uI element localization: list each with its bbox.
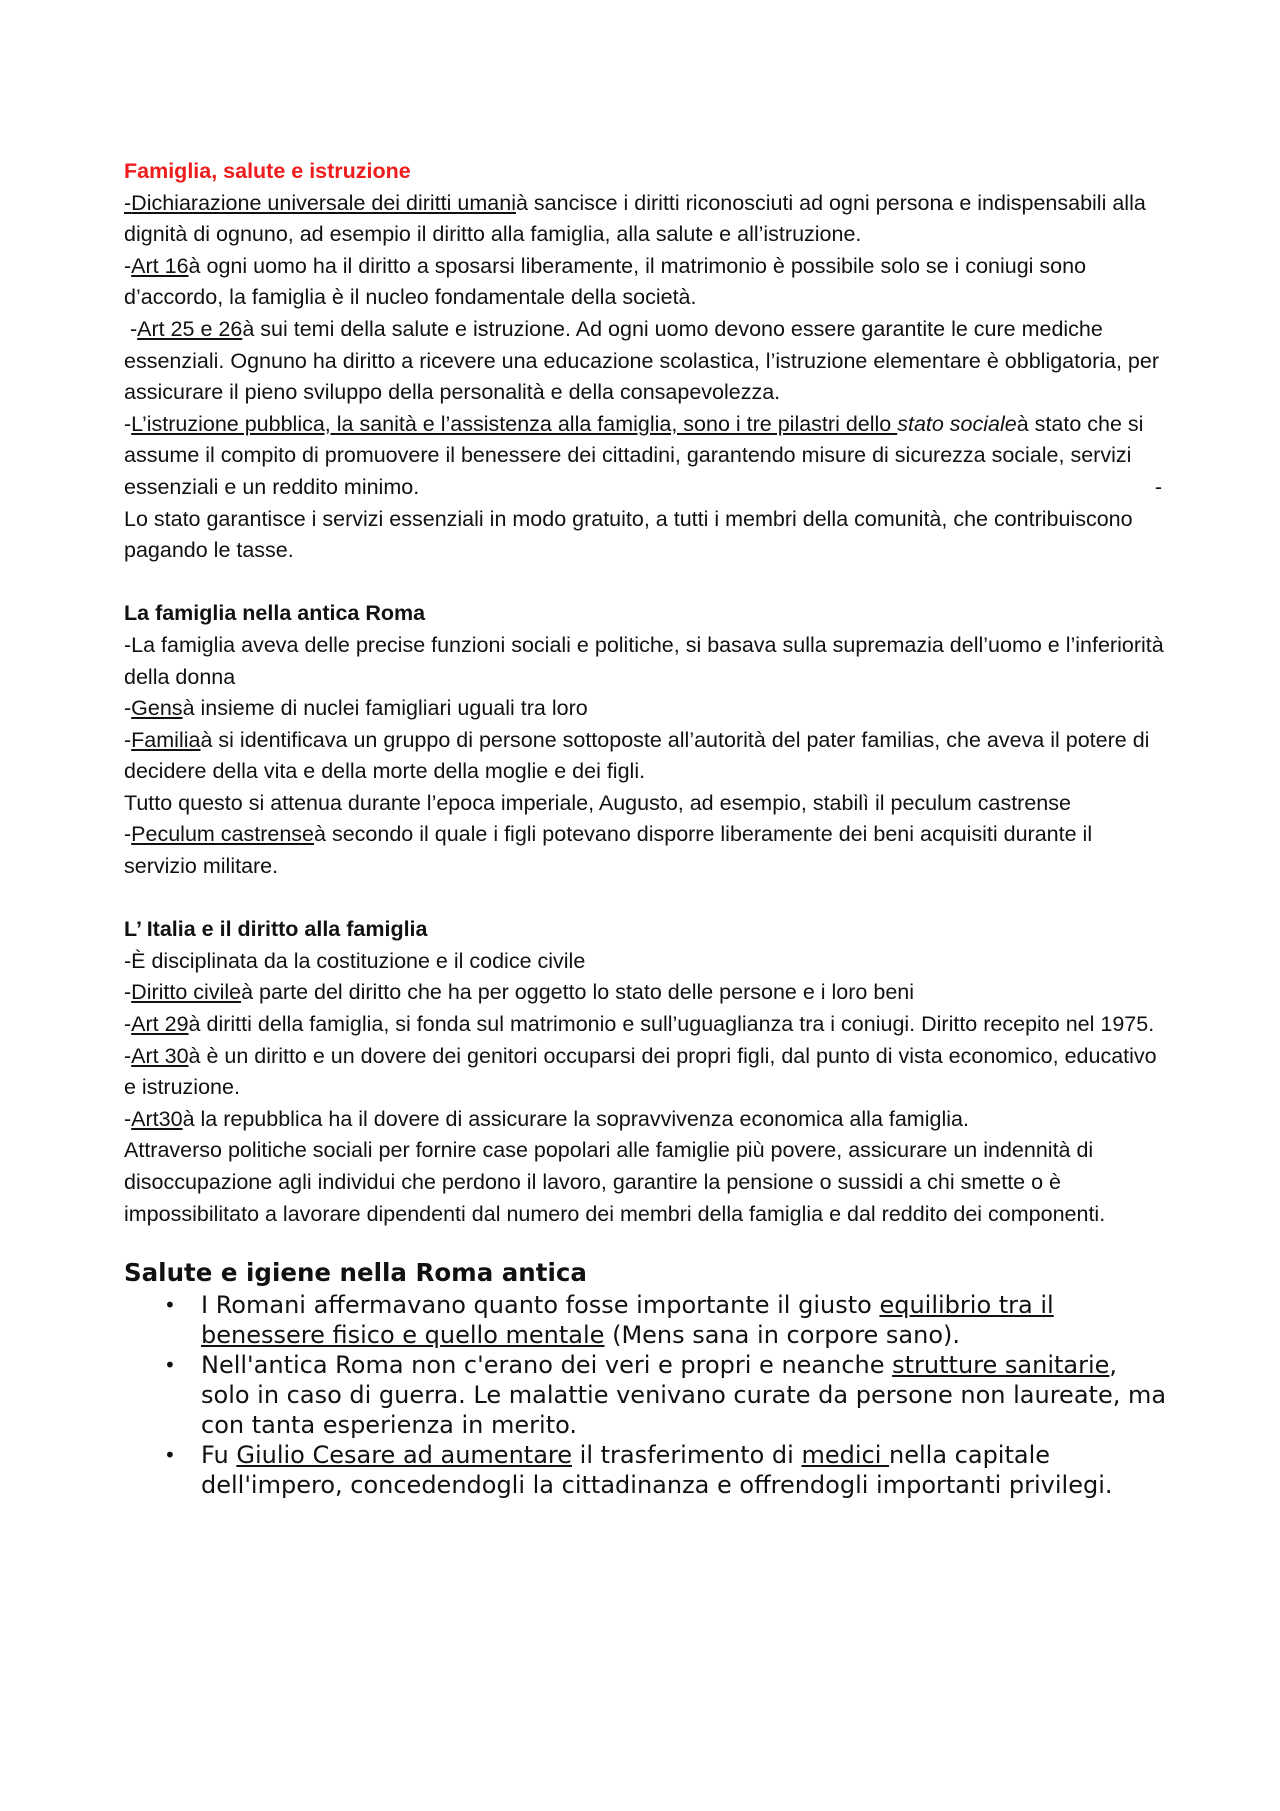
term-diritto-civile: Diritto civile <box>131 980 242 1005</box>
heading-famiglia-antica-roma: La famiglia nella antica Roma <box>124 601 426 626</box>
paragraph-art16: -Art 16à ogni uomo ha il diritto a sposarsi liberamente, il matrimonio è possibile solo se i coniugi sono d’accordo, la famiglia è il nucleo fondamentale della società. <box>124 253 1087 310</box>
heading-italia-diritto-famiglia: L’ Italia e il diritto alla famiglia <box>124 917 428 942</box>
paragraph-dichiarazione: -Dichiarazione universale dei diritti umanià sancisce i diritti riconosciuti ad ogni persona e indispensabili alla dignità di ognuno, ad esempio il diritto alla famiglia, alla salute e all’istruzione. <box>124 190 1146 247</box>
paragraph-art30-genitori: -Art 30à è un diritto e un dovere dei genitori occuparsi dei propri figli, dal punto di vista economico, educativo e istruzione. <box>124 1043 1157 1100</box>
arrow-glyph: à <box>188 1043 201 1068</box>
paragraph-gens: -Gensà insieme di nuclei famigliari uguali tra loro <box>124 696 588 721</box>
term-art29: Art 29 <box>131 1012 189 1037</box>
paragraph-diritto-civile: -Diritto civileà parte del diritto che ha per oggetto lo stato delle persone e i loro beni <box>124 980 915 1005</box>
heading-salute-igiene-roma: Salute e igiene nella Roma antica <box>124 1258 587 1288</box>
bullet-list <box>124 1290 1170 1500</box>
term-tre-pilastri: L’istruzione pubblica, la sanità e l’assistenza alla famiglia, sono i tre pilastri dello <box>131 411 898 436</box>
underlined-term: strutture sanitarie <box>892 1351 1110 1380</box>
paragraph-augusto: Tutto questo si attenua durante l’epoca imperiale, Augusto, ad esempio, stabilì il peculum castrense <box>124 790 1071 815</box>
paragraph-politiche-sociali: Attraverso politiche sociali per fornire case popolari alle famiglie più povere, assicurare un indennità di disoccupazione agli individui che perdono il lavoro, garantire la pensione o sussidi a chi smette o è impossibilitato a lavorare dipendenti dal numero dei membri della famiglia e dal reddito dei componenti. <box>124 1138 1106 1226</box>
term-art25-26: Art 25 e 26 <box>137 316 243 341</box>
arrow-glyph: à <box>182 696 195 721</box>
arrow-glyph: à <box>200 727 213 752</box>
underlined-term: Giulio Cesare ad aumentare <box>236 1441 573 1470</box>
bullet-icon: • <box>164 1293 176 1318</box>
term-art16: Art 16 <box>131 253 189 278</box>
bullet-icon: • <box>164 1353 176 1378</box>
paragraph-disciplinata: -È disciplinata da la costituzione e il codice civile <box>124 948 586 973</box>
arrow-glyph: à <box>1016 411 1029 436</box>
arrow-glyph: à <box>182 1106 195 1131</box>
paragraph-art30-repubblica: -Art30à la repubblica ha il dovere di assicurare la sopravvivenza economica alla famiglia. <box>124 1106 969 1131</box>
term-art30: Art 30 <box>131 1043 189 1068</box>
term-stato-sociale: stato sociale <box>897 411 1017 436</box>
arrow-glyph: à <box>242 316 255 341</box>
paragraph-servizi-essenziali: Lo stato garantisce i servizi essenziali in modo gratuito, a tutti i membri della comunità, che contribuiscono pagando le tasse. <box>124 506 1133 563</box>
section-salute-igiene <box>124 1258 1170 1500</box>
underlined-term: equilibrio tra il benessere fisico e quello mentale <box>201 1291 1054 1350</box>
term-dichiarazione: -Dichiarazione universale dei diritti umani <box>124 190 516 215</box>
arrow-glyph: à <box>188 253 201 278</box>
paragraph-art25-26: -Art 25 e 26à sui temi della salute e istruzione. Ad ogni uomo devono essere garantite le cure mediche essenziali. Ognuno ha diritto a ricevere una educazione scolastica, l’istruzione elementare è obbligatoria, per assicurare il pieno sviluppo della personalità e della consapevolezza. <box>124 316 1159 405</box>
arrow-glyph: à <box>188 1012 201 1037</box>
underlined-term: medici <box>801 1441 890 1470</box>
arrow-glyph: à <box>314 822 326 847</box>
term-art30-b: Art30 <box>131 1106 183 1131</box>
document-page <box>124 156 1170 1500</box>
arrow-glyph: à <box>241 980 254 1005</box>
list-item: • I Romani affermavano quanto fosse importante il giusto equilibrio tra il benessere fisico e quello mentale (Mens sana in corpore sano). <box>164 1291 1054 1350</box>
paragraph-funzioni-sociali: -La famiglia aveva delle precise funzioni sociali e politiche, si basava sulla supremazia dell’uomo e l’inferiorità della donna <box>124 632 1164 689</box>
paragraph-familia: -Familiaà si identificava un gruppo di persone sottoposte all’autorità del pater familias, che aveva il potere di decidere della vita e della morte della moglie e dei figli. <box>124 727 1150 784</box>
term-familia: Familia <box>131 727 201 752</box>
trailing-dash: - <box>1154 474 1162 499</box>
bullet-icon: • <box>164 1443 176 1468</box>
list-item: • Nell'antica Roma non c'erano dei veri e propri e neanche strutture sanitarie, solo in caso di guerra. Le malattie venivano curate da persone non laureate, ma con tanta esperienza in merito. <box>164 1351 1167 1440</box>
paragraph-peculum-castrense: -Peculum castrenseà secondo il quale i figli potevano disporre liberamente dei beni acquisiti durante il servizio militare. <box>124 822 1093 879</box>
list-item: • Fu Giulio Cesare ad aumentare il trasferimento di medici nella capitale dell'impero, concedendogli la cittadinanza e offrendogli importanti privilegi. <box>164 1441 1113 1500</box>
paragraph-stato-sociale: -L’istruzione pubblica, la sanità e l’assistenza alla famiglia, sono i tre pilastri dello stato socialeà stato che si assume il compito di promuovere il benessere dei cittadini, garantendo misure di sicurezza sociale, servizi essenziali e un reddito minimo. - <box>124 409 1170 504</box>
heading-famiglia-salute-istruzione: Famiglia, salute e istruzione <box>124 159 411 183</box>
term-peculum-castrense: Peculum castrense <box>131 822 315 847</box>
term-gens: Gens <box>131 696 183 721</box>
paragraph-art29: -Art 29à diritti della famiglia, si fonda sul matrimonio e sull’uguaglianza tra i coniugi. Diritto recepito nel 1975. <box>124 1012 1155 1037</box>
arrow-glyph: à <box>515 190 528 215</box>
